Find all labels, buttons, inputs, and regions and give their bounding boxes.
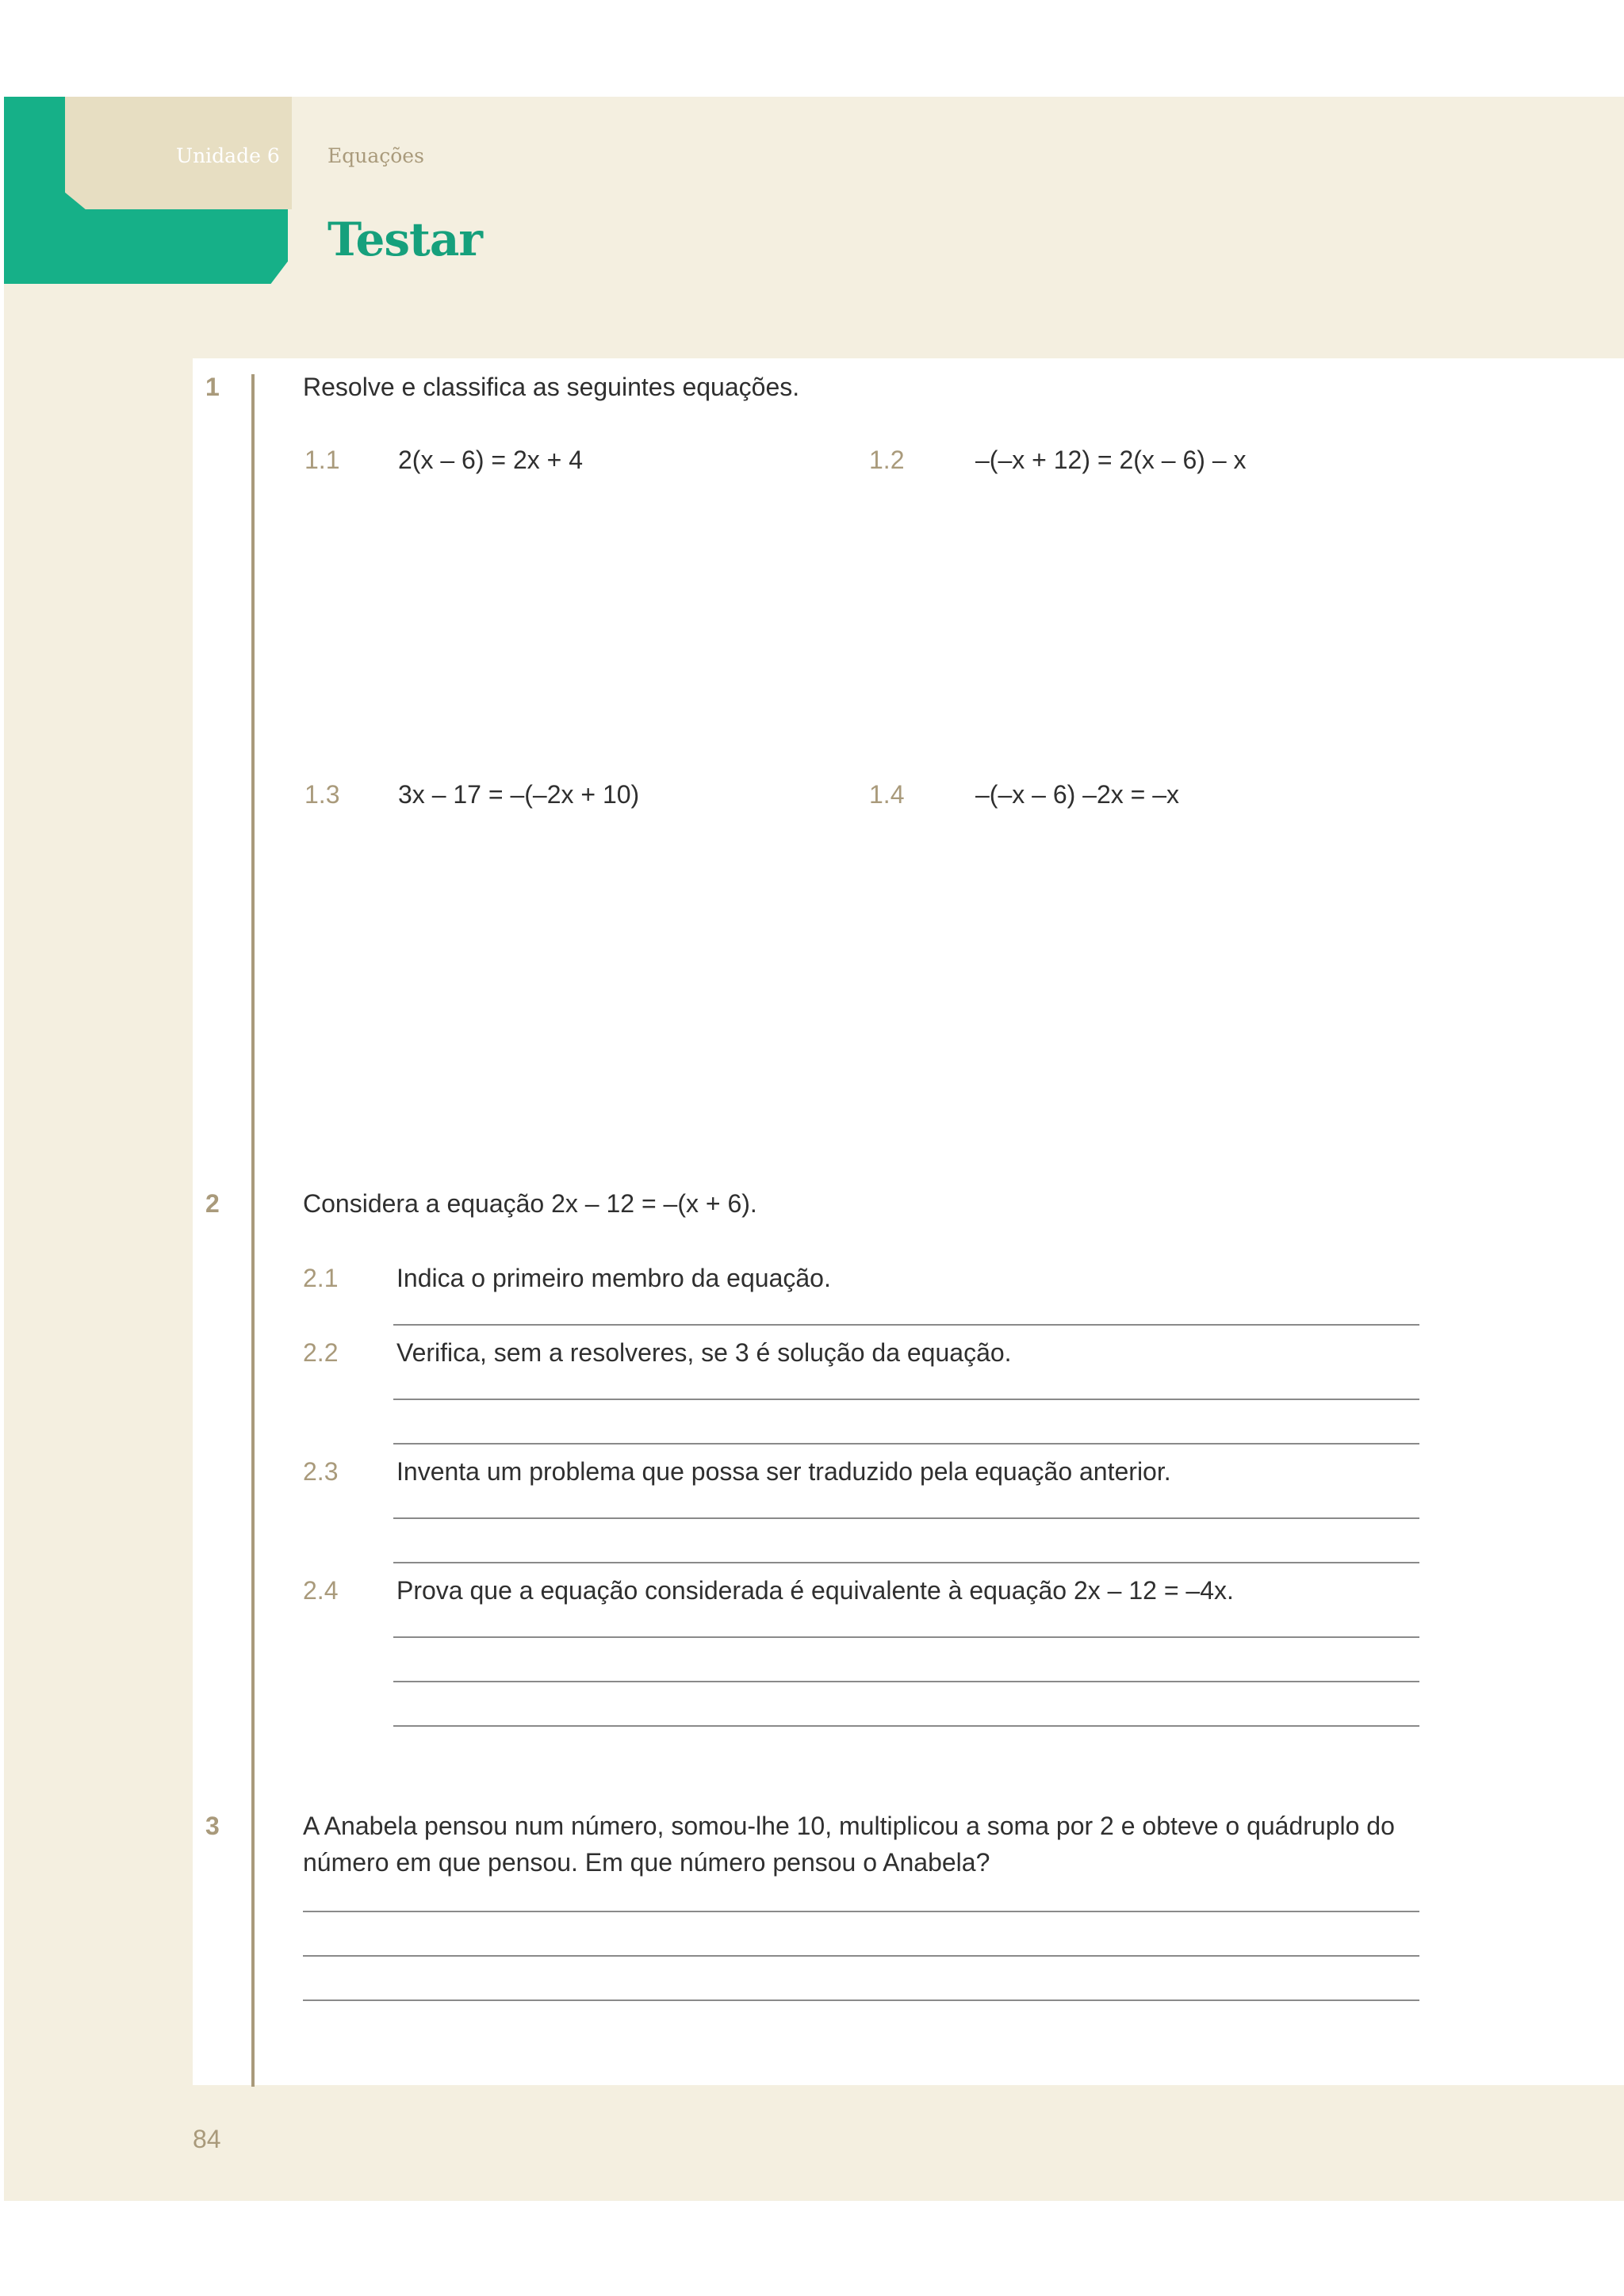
vertical-divider bbox=[251, 374, 255, 2087]
unit-label: Unidade 6 bbox=[176, 144, 280, 167]
answer-line[interactable] bbox=[393, 1324, 1419, 1326]
answer-line[interactable] bbox=[393, 1443, 1419, 1445]
topic-label: Equações bbox=[327, 144, 424, 167]
page-number: 84 bbox=[193, 2125, 221, 2153]
answer-line[interactable] bbox=[303, 1999, 1419, 2001]
subitem-text-2-3: Inventa um problema que possa ser traduzido pela equação anterior. bbox=[396, 1457, 1171, 1486]
subitem-label-2-3: 2.3 bbox=[303, 1457, 339, 1486]
subitem-text-2-2: Verifica, sem a resolveres, se 3 é solução da equação. bbox=[396, 1338, 1012, 1367]
equation-1-1: 2(x – 6) = 2x + 4 bbox=[398, 446, 584, 474]
answer-line[interactable] bbox=[303, 1955, 1419, 1957]
equation-1-4: –(–x – 6) –2x = –x bbox=[975, 780, 1180, 809]
subitem-text-2-1: Indica o primeiro membro da equação. bbox=[396, 1264, 831, 1292]
question-2-statement: Considera a equação 2x – 12 = –(x + 6). bbox=[303, 1189, 757, 1218]
answer-line[interactable] bbox=[303, 1911, 1419, 1912]
subitem-label-2-1: 2.1 bbox=[303, 1264, 339, 1292]
question-number-2: 2 bbox=[205, 1189, 220, 1218]
subitem-label-2-4: 2.4 bbox=[303, 1576, 339, 1605]
answer-line[interactable] bbox=[393, 1562, 1419, 1563]
question-number-3: 3 bbox=[205, 1812, 220, 1840]
answer-line[interactable] bbox=[393, 1636, 1419, 1638]
page-title: Testar bbox=[327, 212, 482, 266]
subitem-label-2-2: 2.2 bbox=[303, 1338, 339, 1367]
answer-line[interactable] bbox=[393, 1681, 1419, 1682]
subitem-label-1-3: 1.3 bbox=[304, 780, 340, 809]
answer-line[interactable] bbox=[393, 1399, 1419, 1400]
question-1-statement: Resolve e classifica as seguintes equações. bbox=[303, 373, 800, 401]
subitem-label-1-4: 1.4 bbox=[869, 780, 905, 809]
answer-line[interactable] bbox=[393, 1725, 1419, 1727]
question-3-statement: A Anabela pensou num número, somou-lhe 10, multiplicou a soma por 2 e obteve o quádruplo do número em que pensou. Em que número pensou o Anabela? bbox=[303, 1812, 1395, 1877]
question-number-1: 1 bbox=[205, 373, 220, 401]
answer-line[interactable] bbox=[393, 1517, 1419, 1519]
subitem-text-2-4: Prova que a equação considerada é equivalente à equação 2x – 12 = –4x. bbox=[396, 1576, 1234, 1605]
subitem-label-1-1: 1.1 bbox=[304, 446, 340, 474]
equation-1-2: –(–x + 12) = 2(x – 6) – x bbox=[975, 446, 1247, 474]
subitem-label-1-2: 1.2 bbox=[869, 446, 905, 474]
equation-1-3: 3x – 17 = –(–2x + 10) bbox=[398, 780, 640, 809]
